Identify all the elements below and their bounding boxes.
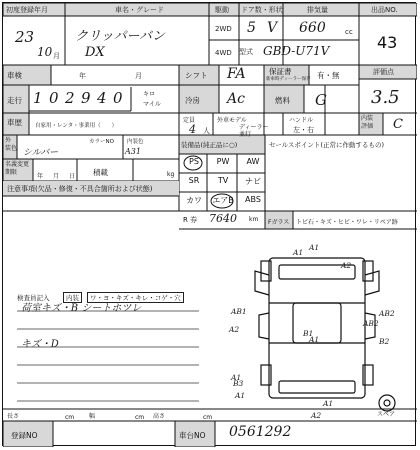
- rating: 3.5: [371, 87, 400, 108]
- spare-label: スペア: [377, 411, 396, 418]
- mileage-unit-km: キロ: [143, 91, 156, 98]
- mileage-label: 走行: [7, 96, 22, 105]
- damage-mark: AB2: [363, 319, 379, 328]
- equipment-item: エアB: [212, 196, 234, 205]
- exterior-color-label: 外 装色: [5, 137, 18, 152]
- equipment-item: AW: [246, 157, 260, 166]
- interior-label: 内装 評価: [361, 115, 374, 130]
- mileage-digit: 0: [113, 89, 123, 107]
- equipment-label: 装備品(純正品に○): [181, 141, 238, 149]
- displacement: 660: [299, 20, 326, 36]
- model: GBD-U71V: [263, 44, 330, 58]
- height-cm-unit: cm: [203, 414, 213, 421]
- damage-mark: A1: [309, 243, 320, 252]
- first-reg-month: 10: [37, 45, 53, 59]
- first-reg-label: 初度登録年月: [6, 6, 48, 14]
- glass-options: トビ石・キズ・ヒビ・ワレ・リペア跡: [296, 219, 398, 226]
- damage-mark: AB1: [231, 307, 247, 316]
- inspector-label: 検査員記入: [17, 294, 50, 302]
- drive-4wd: 4WD: [215, 49, 232, 57]
- history-options: 自家用・レンタ・事業用（ ）: [35, 123, 118, 129]
- warranty-sub: 新車時ディーラー保存: [266, 77, 311, 82]
- ac-label: 冷房: [185, 96, 200, 105]
- damage-mark: AB2: [379, 309, 395, 318]
- equipment-item: ABS: [245, 195, 261, 204]
- inspector-note-2: キズ・D: [21, 339, 59, 350]
- equipment-item: TV: [217, 176, 229, 185]
- mileage-digit: 2: [65, 89, 75, 107]
- fuel: G: [315, 91, 327, 109]
- equipment-item: カワ: [186, 196, 202, 205]
- km-unit: km: [249, 216, 259, 223]
- name-change-day-unit: 日: [69, 173, 76, 180]
- first-reg-year: 23: [15, 28, 35, 46]
- model-label: 型式: [239, 48, 253, 56]
- equipment-item: PS: [189, 157, 199, 166]
- interior-color-label: 内装色: [127, 139, 144, 145]
- drive-label: 駆動: [215, 6, 229, 14]
- handle-options: 左・右: [293, 126, 314, 134]
- ac: Ac: [227, 91, 245, 107]
- mileage-digit: 9: [81, 89, 91, 107]
- history-label: 車歴: [7, 118, 22, 127]
- inspection-month-unit: 月: [135, 72, 142, 80]
- grade: DX: [85, 45, 105, 60]
- rating-label: 評価点: [373, 68, 394, 76]
- width-label: 幅: [89, 413, 96, 420]
- inspector-grades: ワ・ヨ・キズ・キレ・コゲ・穴: [87, 292, 184, 303]
- damage-mark: A1: [309, 335, 320, 344]
- drive-2wd: 2WD: [215, 25, 232, 33]
- name-change-month-unit: 月: [53, 173, 60, 180]
- r-mileage-label: R 券: [183, 216, 198, 224]
- car-name: クリッパーバン: [75, 29, 165, 44]
- inspector-interior-tag: 内装: [63, 292, 82, 303]
- length-label: 長さ: [7, 413, 20, 420]
- damage-mark: A1: [235, 391, 246, 400]
- damage-mark: A1: [293, 248, 304, 257]
- shift-label: シフト: [185, 71, 208, 80]
- damage-mark: B2: [379, 337, 390, 346]
- name-change-year-unit: 年: [37, 173, 44, 180]
- glass-label: Fガラス: [268, 219, 290, 226]
- damage-mark: A2: [341, 261, 352, 270]
- fuel-label: 燃料: [275, 96, 290, 105]
- equipment-item: SR: [188, 176, 200, 185]
- chassis-label: 車台NO: [179, 431, 206, 440]
- auction-inspection-sheet: [2, 2, 416, 446]
- exterior-color: シルバー: [23, 148, 59, 158]
- kg-unit: kg: [167, 171, 175, 178]
- lot-no: 43: [377, 33, 398, 52]
- color-no: A31: [125, 147, 141, 156]
- capacity-unit: 人: [203, 127, 210, 135]
- doors-shape-label: ドア数・形状: [241, 6, 283, 14]
- inspection-year-unit: 年: [79, 72, 86, 80]
- damage-mark: A1: [323, 399, 334, 408]
- mileage-unit-mile: マイル: [143, 101, 161, 108]
- mileage-digit: 1: [33, 89, 43, 107]
- car-body-diagram: [255, 258, 395, 411]
- import-options: ディーラー 並行: [239, 124, 269, 138]
- warranty-value: 有・無: [317, 71, 340, 80]
- shift: FA: [227, 66, 246, 82]
- damage-mark: B1: [303, 329, 314, 338]
- color-no-label: カラーNO: [89, 139, 114, 145]
- capacity-label: 定員: [183, 117, 196, 124]
- width-cm-unit: cm: [135, 414, 145, 421]
- chassis-no: 0561292: [229, 424, 292, 440]
- warranty-label: 保証書: [269, 67, 292, 76]
- lot-label: 出品NO.: [371, 6, 398, 14]
- damage-mark: A2: [229, 325, 240, 334]
- notes-label: 注意事項(欠品・修復・不具合箇所および状態): [7, 185, 153, 193]
- inspector-note-1: 荷室キズ・B シートホツレ: [21, 303, 142, 314]
- equipment-item: PW: [216, 157, 230, 166]
- height-label: 高さ: [153, 413, 166, 420]
- damage-mark: A1: [231, 373, 242, 382]
- name-change-label: 名義変更 期限: [5, 161, 30, 176]
- inspection-label: 車検: [7, 71, 22, 80]
- doors: 5: [247, 20, 256, 36]
- sales-point-label: セールスポイント(正常に作動するもの): [269, 141, 384, 149]
- load-label: 積載: [93, 168, 108, 177]
- displacement-label: 排気量: [307, 6, 328, 14]
- shape: V: [267, 20, 278, 36]
- interior-rating: C: [393, 117, 403, 132]
- length-cm-unit: cm: [65, 414, 75, 421]
- equipment-item: ナビ: [245, 177, 261, 186]
- r-mileage: 7640: [209, 212, 237, 225]
- name-grade-label: 車名・グレード: [115, 6, 164, 14]
- mileage-digit: 0: [49, 89, 59, 107]
- reg-no-label: 登録NO: [11, 431, 38, 440]
- damage-mark: B3: [233, 379, 244, 388]
- capacity: 4: [189, 123, 196, 136]
- mileage-digit: 4: [97, 89, 107, 107]
- damage-mark: A2: [311, 411, 322, 420]
- cc-unit: cc: [345, 28, 353, 36]
- import-label: 外車モデル: [217, 117, 247, 124]
- handle-label: ハンドル: [289, 117, 314, 124]
- first-reg-month-unit: 月: [53, 52, 60, 60]
